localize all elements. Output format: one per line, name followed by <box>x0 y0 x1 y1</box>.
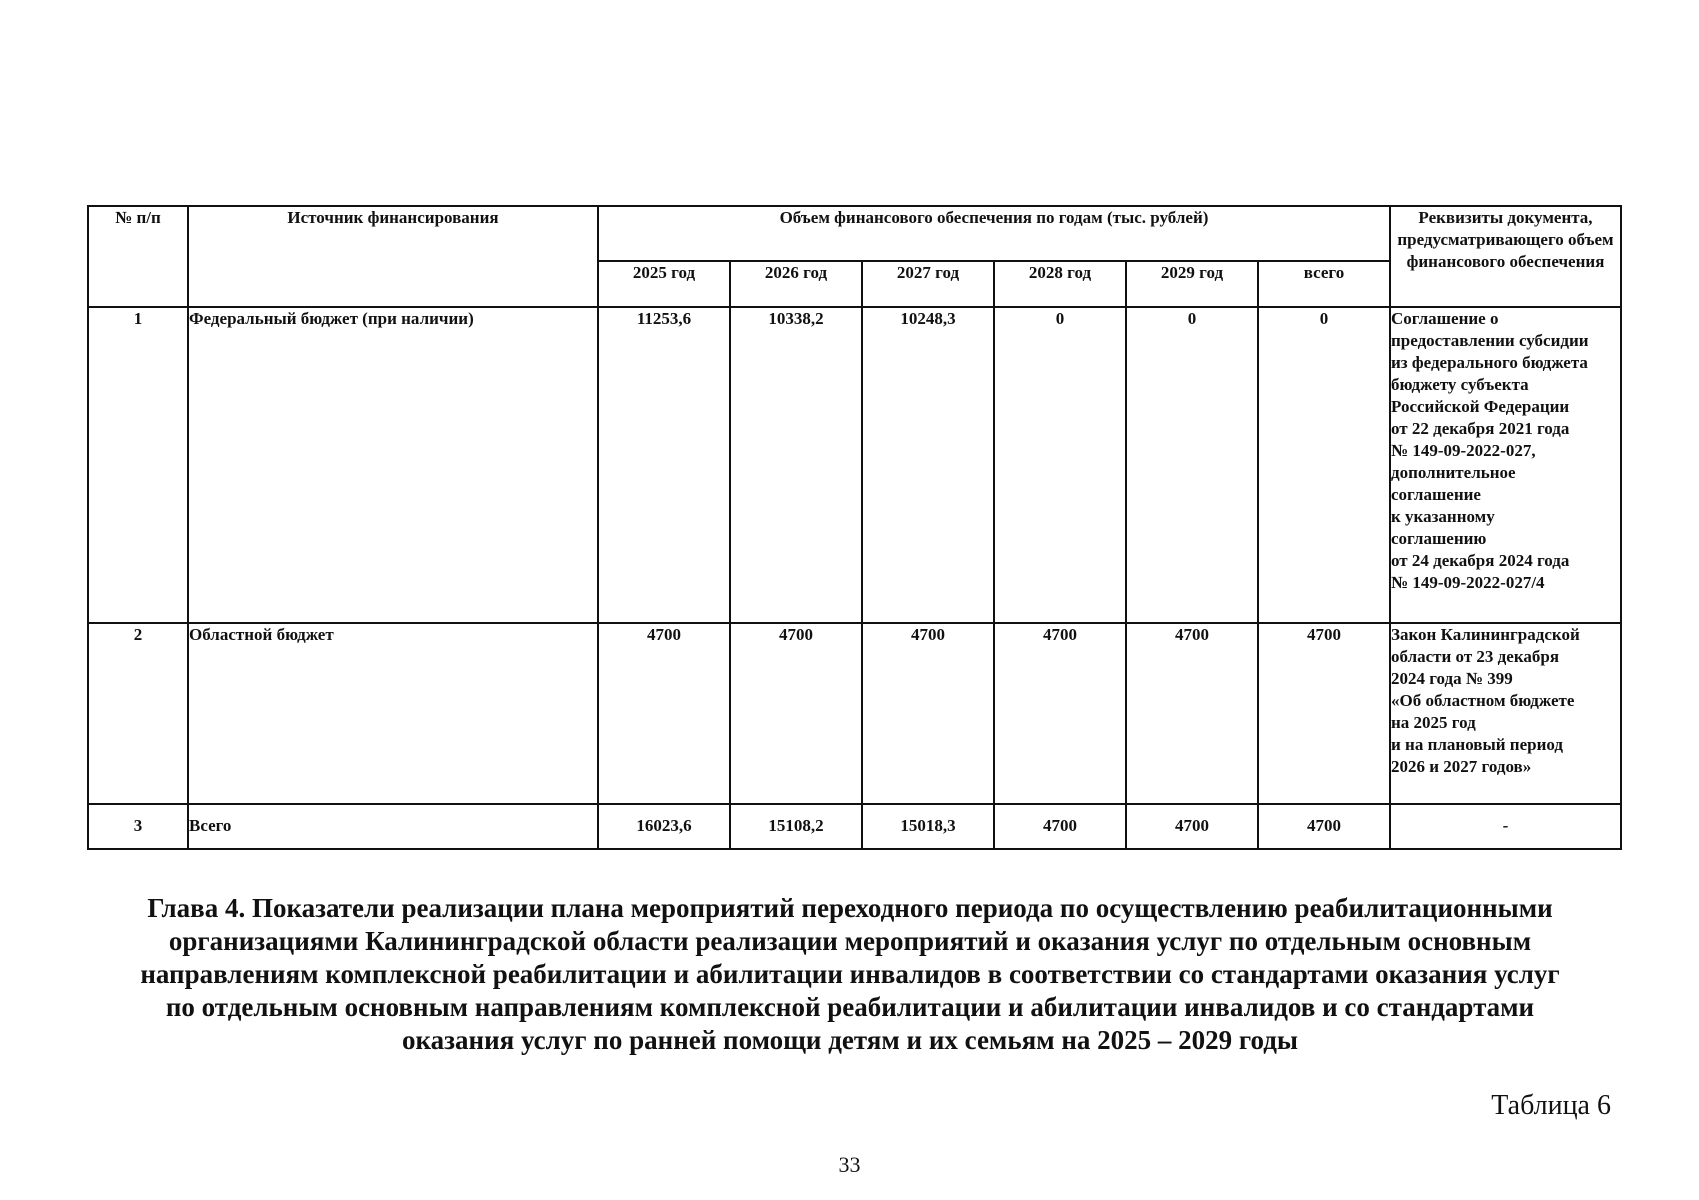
header-year-2025: 2025 год <box>598 261 730 307</box>
header-total: всего <box>1258 261 1390 307</box>
doc-line: области от 23 декабря <box>1391 646 1560 666</box>
doc-line: дополнительное <box>1391 462 1516 482</box>
table-row <box>88 623 1621 804</box>
row-value: 4700 <box>1126 623 1258 804</box>
header-doc: Реквизиты документа, предусматривающего объем финансового обеспечения <box>1390 206 1621 307</box>
header-volume: Объем финансового обеспечения по годам (тыс. рублей) <box>598 206 1390 261</box>
row-value: 16023,6 <box>598 804 730 849</box>
chapter-title <box>60 892 1640 1057</box>
doc-line: 2024 года № 399 <box>1391 668 1513 688</box>
doc-line: № 149-09-2022-027/4 <box>1391 572 1545 592</box>
doc-line: от 24 декабря 2024 года <box>1391 550 1570 570</box>
doc-line: на 2025 год <box>1391 712 1476 732</box>
chapter-title-line: направлениям комплексной реабилитации и абилитации инвалидов в соответствии со стандартами оказания услуг <box>140 959 1560 989</box>
row-value: 4700 <box>862 623 994 804</box>
header-num: № п/п <box>88 206 188 307</box>
row-doc <box>1390 307 1621 623</box>
row-num: 3 <box>88 804 188 849</box>
doc-line: соглашению <box>1391 528 1487 548</box>
row-value: 4700 <box>730 623 862 804</box>
doc-line: 2026 и 2027 годов» <box>1391 756 1532 776</box>
row-value: 15018,3 <box>862 804 994 849</box>
row-value: 4700 <box>1258 804 1390 849</box>
row-value: 4700 <box>1258 623 1390 804</box>
row-doc <box>1390 623 1621 804</box>
header-year-2028: 2028 год <box>994 261 1126 307</box>
row-value: 11253,6 <box>598 307 730 623</box>
doc-line: Закон Калининградской <box>1391 624 1580 644</box>
table-label: Таблица 6 <box>1491 1090 1611 1121</box>
chapter-title-line: Глава 4. Показатели реализации плана мероприятий переходного периода по осуществлению реабилитационными <box>147 893 1553 923</box>
row-source: Областной бюджет <box>188 623 598 804</box>
table-row <box>88 804 1621 849</box>
row-value: 0 <box>994 307 1126 623</box>
row-doc: - <box>1390 804 1621 849</box>
doc-line: «Об областном бюджете <box>1391 690 1575 710</box>
row-value: 4700 <box>598 623 730 804</box>
doc-line: Российской Федерации <box>1391 396 1570 416</box>
row-source: Федеральный бюджет (при наличии) <box>188 307 598 623</box>
doc-line: соглашение <box>1391 484 1481 504</box>
header-year-2027: 2027 год <box>862 261 994 307</box>
row-value: 4700 <box>994 623 1126 804</box>
row-num: 1 <box>88 307 188 623</box>
chapter-title-line: оказания услуг по ранней помощи детям и их семьям на 2025 – 2029 годы <box>402 1025 1298 1055</box>
chapter-title-line: по отдельным основным направлениям комплексной реабилитации и абилитации инвалидов и со стандартами <box>165 992 1535 1022</box>
page-number: 33 <box>838 1152 861 1177</box>
row-value: 4700 <box>1126 804 1258 849</box>
doc-line: из федерального бюджета <box>1391 352 1588 372</box>
row-value: 0 <box>1126 307 1258 623</box>
doc-line: предоставлении субсидии <box>1391 330 1589 350</box>
row-num: 2 <box>88 623 188 804</box>
header-year-2026: 2026 год <box>730 261 862 307</box>
row-source: Всего <box>188 804 598 849</box>
row-value: 15108,2 <box>730 804 862 849</box>
doc-line: № 149-09-2022-027, <box>1391 440 1536 460</box>
row-value: 0 <box>1258 307 1390 623</box>
table-row <box>88 307 1621 623</box>
doc-line: бюджету субъекта <box>1391 374 1529 394</box>
header-year-2029: 2029 год <box>1126 261 1258 307</box>
row-value: 4700 <box>994 804 1126 849</box>
doc-line: от 22 декабря 2021 года <box>1391 418 1570 438</box>
row-value: 10338,2 <box>730 307 862 623</box>
doc-line: к указанному <box>1391 506 1495 526</box>
chapter-title-line: организациями Калининградской области реализации мероприятий и оказания услуг по отдельным основным <box>168 926 1532 956</box>
row-value: 10248,3 <box>862 307 994 623</box>
financing-table <box>87 205 1622 850</box>
header-source: Источник финансирования <box>188 206 598 307</box>
doc-line: и на плановый период <box>1391 734 1563 754</box>
doc-line: Соглашение о <box>1391 308 1499 328</box>
